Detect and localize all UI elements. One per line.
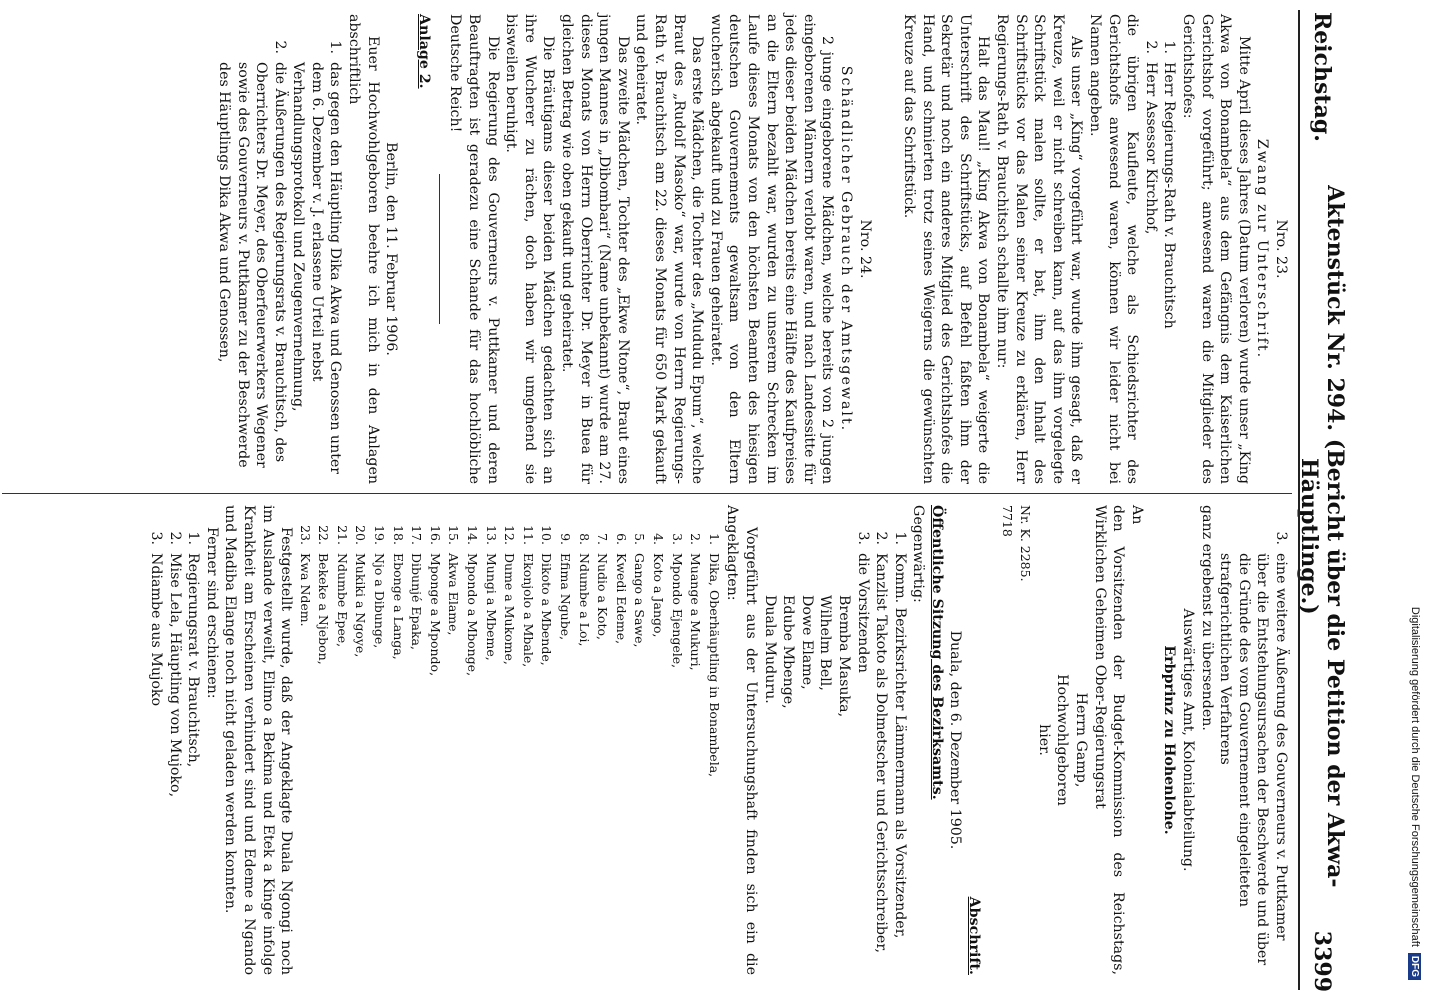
list-item: 17. Dibunjé Epaka,	[409, 525, 425, 650]
present-label: Gegenwärtig:	[910, 505, 927, 603]
paragraph: Das zweite Mädchen, Tochter des „Ekwe Ntone“, Braut eines jungen Mannes in „Dibombari“ (Name unbekannt) wurde am 27. dieses Monats von Herrn Oberrichter Dr. Meyer in Buea für gleichen Betrag wie oben gekauft und geheiratet.	[559, 14, 631, 484]
list-item: 7. Nudio a Koto,	[595, 533, 611, 640]
column-separator	[2, 493, 1292, 494]
list-item: 20. Mukiki a Ngoye,	[353, 525, 369, 658]
list-item: 2. Mise Lela, Häuptling von Mujoko,	[166, 531, 183, 798]
list-item: 2. Muange a Mukuri,	[688, 533, 704, 671]
list-item: 22. Bekeke a Njebon,	[316, 525, 332, 665]
reference-number-2: 7718	[999, 505, 1015, 537]
assessor-list	[760, 505, 853, 975]
session-title: Öffentliche Sitzung des Bezirksamts.	[928, 505, 945, 800]
list-item: 21. Ndumbe Epee,	[334, 525, 350, 648]
list-item: 18. Ebonge a Langa,	[390, 525, 406, 660]
witness-list	[146, 505, 202, 975]
address-an: An	[1128, 505, 1145, 525]
list-item: 13. Mungi a Mbeme,	[483, 525, 499, 661]
list-item: 6. Kwedi Edeme,	[613, 533, 629, 645]
list-item: 3. die Vorsitzenden	[854, 531, 871, 673]
section-subtitle-nr24: Schändlicher Gebrauch der Amtsgewalt.	[837, 65, 854, 433]
list-item: 5. Gango a Sawe,	[632, 533, 648, 648]
header-left: Reichstag.	[1309, 12, 1335, 142]
paragraph: Festgestellt wurde, daß der Angeklagte Duala Ngongi noch im Auslande verweilt, Elimo a Bekima und Etek a Kinge infolge Krankheit am Erscheinen verhindert sind und Edeme a Ngando und Madiba Elange noch nicht geladen werden konnten.	[222, 505, 295, 975]
paragraph: Halt das Maul! „King Akwa von Bonambela“ weigerte die Unterschrift des Schriftstücks, auf Befehl faßten ihm der Sekretär und noch ein anderes Mitglied des Gerichtshofes die Hand, und schmierten trotz seines Weigerns die gewünschten Kreuze auf das Schriftstück.	[901, 14, 992, 484]
reference-number: Nr. K. 2285.	[1018, 505, 1034, 582]
header-rule	[1298, 10, 1300, 990]
anlage-title: Anlage 2.	[415, 14, 432, 89]
page-header	[1296, 12, 1348, 992]
list-item: 4. Koto a Jango,	[651, 533, 666, 638]
closing-line: ganz ergebenst zu übersenden.	[1198, 505, 1215, 731]
dfg-logo: DFG	[1409, 953, 1422, 980]
right-column	[146, 505, 1290, 975]
list-item: Duala Muduru.	[761, 595, 778, 704]
member-list	[1141, 14, 1178, 484]
present-list	[853, 505, 909, 975]
paragraph: Mitte April dieses Jahres (Datum verloren) wurde unser „King Akwa von Bonambela“ aus dem Gefängnis dem Kaiserlichen Gerichtshof vorgeführt; anwesend waren die Mitglieder des Gerichtshofes:	[1180, 14, 1252, 484]
paragraph: Vorgeführt aus der Untersuchungshaft finden sich ein die Angeklagten:	[724, 505, 759, 975]
page-number: 3399	[1309, 930, 1335, 992]
section-subtitle-nr23: Zwang zur Unterschrift.	[1254, 138, 1271, 360]
signature: Erbprinz zu Hohenlohe.	[1161, 645, 1178, 835]
list-item: 9. Efima Ngube,	[558, 533, 574, 641]
list-item: Wilhelm Bell,	[817, 595, 834, 691]
list-item: 1. Regierungsrat v. Brauchitsch,	[185, 531, 202, 768]
list-item: Dowe Elame,	[798, 595, 815, 690]
list-item: 16. Mponge a Mpondo,	[427, 525, 443, 677]
addressee-title: Hochwohlgeboren	[1054, 674, 1071, 806]
list-item: 14. Mpondo a Mbonge,	[465, 525, 481, 677]
list-item: Edube Mbenge,	[780, 595, 797, 709]
accused-list	[295, 505, 723, 975]
left-column	[214, 14, 1290, 484]
addressee-place: hier.	[1035, 724, 1052, 756]
list-item: 2. Kanzlist Takoto als Dolmetscher und Gerichtsschreiber,	[873, 531, 890, 954]
list-item: 2. die Äußerungen des Regierungsrats v. Brauchitsch, des Oberrichters Dr. Meyer, des Oberfeuerwerkers Wegener sowie des Gouverneurs v. Puttkamer zu der Beschwerde des Häuptlings Dika Akwa und Genossen,	[215, 40, 288, 468]
list-item: 8. Ndumbe a Loi,	[576, 533, 592, 647]
addressee-name: Herrn Gamp,	[1073, 692, 1090, 788]
addressee: den Vorsitzenden der Budget-Kommission des Reichstags, Wirklichen Geheimen Ober-Regierungsrat	[1091, 505, 1127, 975]
list-item: 3. Ndiambe aus Mujoko	[147, 531, 164, 707]
list-item: 12. Dume a Mukome,	[502, 525, 518, 665]
list-item: 19. Njo a Dibunge,	[372, 525, 388, 649]
funding-text: Digitalisierung gefördert durch die Deutsche Forschungsgemeinschaft	[1409, 606, 1421, 947]
section-title-nr23: Nro. 23.	[1273, 219, 1289, 279]
protocol-date: Duala, den 6. Dezember 1905.	[947, 630, 964, 850]
paragraph: Euer Hochwohlgeboren beehre ich mich in den Anlagen abschriftlich	[346, 14, 381, 484]
list-item: 3. Mpondo Ejengele,	[669, 533, 685, 669]
header-title: Aktenstück Nr. 294. (Bericht über die Petition der Akwa-Häuptlinge.)	[1296, 185, 1348, 888]
abschrift-label: Abschrift.	[966, 896, 983, 975]
paragraph: Die Bräutigams dieser beiden Mädchen gedachten sich an ihre Wucherer zu rächen, doch haben wir umgehend sie bisweilen beruhigt.	[503, 14, 557, 484]
list-item: 1. das gegen den Häuptling Dika Akwa und Genossen unter dem 6. Dezember v. J. erlassene Urteil nebst Verhandlungsprotokoll und Zeugenvernehmung,	[290, 40, 344, 475]
list-item: 1. Komm. Bezirksrichter Lämmermann als Vorsitzender,	[891, 531, 908, 939]
paragraph: Als unser „King“ vorgeführt war, wurde ihm gesagt, daß er Kreuze, weil er nicht schreiben kann, auf das ihm vorgelegte Schriftstück malen sollte, er bat, ihm den Inhalt des Schriftstücks vor das Malen seiner Kreuze zu erklären, Herr Regierungs-Rath v. Brauchitsch schallte ihm nur:	[994, 14, 1085, 484]
list-item: 3. eine weitere Äußerung des Gouverneurs v. Puttkamer über die Entstehungsursachen der Beschwerde und über die Gründe des vom Gouvernement eingeleiteten strafgerichtlichen Verfahrens	[1217, 531, 1289, 966]
list-item: Bremba Masuka,	[835, 595, 852, 718]
enclosure-list-continued	[1216, 505, 1290, 975]
list-item: 1. Herr Regierungs-Rath v. Brauchitsch	[1161, 40, 1178, 329]
funding-sidenote	[1400, 20, 1430, 980]
list-item: 23. Kwa Ndem.	[297, 525, 313, 627]
list-item: 10. Dikoto a Mbende,	[539, 525, 555, 666]
office-name: Auswärtiges Amt, Kolonialabteilung.	[1180, 608, 1197, 872]
list-item: 2. Herr Assessor Kirchhof,	[1142, 40, 1159, 235]
letter-date: Berlin, den 11. Februar 1906.	[383, 142, 400, 356]
paragraph: die übrigen Kaufleute, welche als Schiedsrichter des Gerichtshofs anwesend waren, können wir leider nicht bei Namen angeben.	[1087, 14, 1141, 484]
list-item: 11. Ekonjolo a Mbale,	[520, 525, 536, 668]
divider	[439, 174, 440, 324]
section-title-nr24: Nro. 24.	[856, 219, 873, 279]
paragraph: 2 junge eingeborene Mädchen, welche bereits von 2 jungen eingeborenen Männern verlobt waren, und nach Landessitte für jedes dieser beiden Mädchen bereits eine Hälfte des Kaufpreises an die Eltern bezahlt war, wurden zu unserem Schrecken im Laufe dieses Monats von den höchsten Beamten des hiesigen deutschen Gouvernements gewaltsam von den Eltern wucherisch abgekauft und zu Frauen geheiratet.	[707, 14, 836, 484]
paragraph: Das erste Mädchen, die Tochter des „Mududu Epum“, welche Braut des „Rudolf Masoko“ war, wurde von Herrn Regierungs-Rath v. Brauchitsch am 22. dieses Monats für 650 Mark gekauft und geheiratet.	[633, 14, 706, 484]
paragraph: Ferner sind erschienen:	[203, 527, 220, 699]
paragraph: Die Regierung des Gouverneurs v. Puttkamer und deren Beauftragten ist geradezu eine Schande für das hochlöbliche Deutsche Reich!	[447, 14, 501, 484]
list-item: 1. Dika, Oberhäuptling in Bonambela,	[706, 533, 722, 778]
list-item: 15. Akwa Elame,	[446, 525, 462, 636]
enclosure-list	[214, 14, 344, 484]
